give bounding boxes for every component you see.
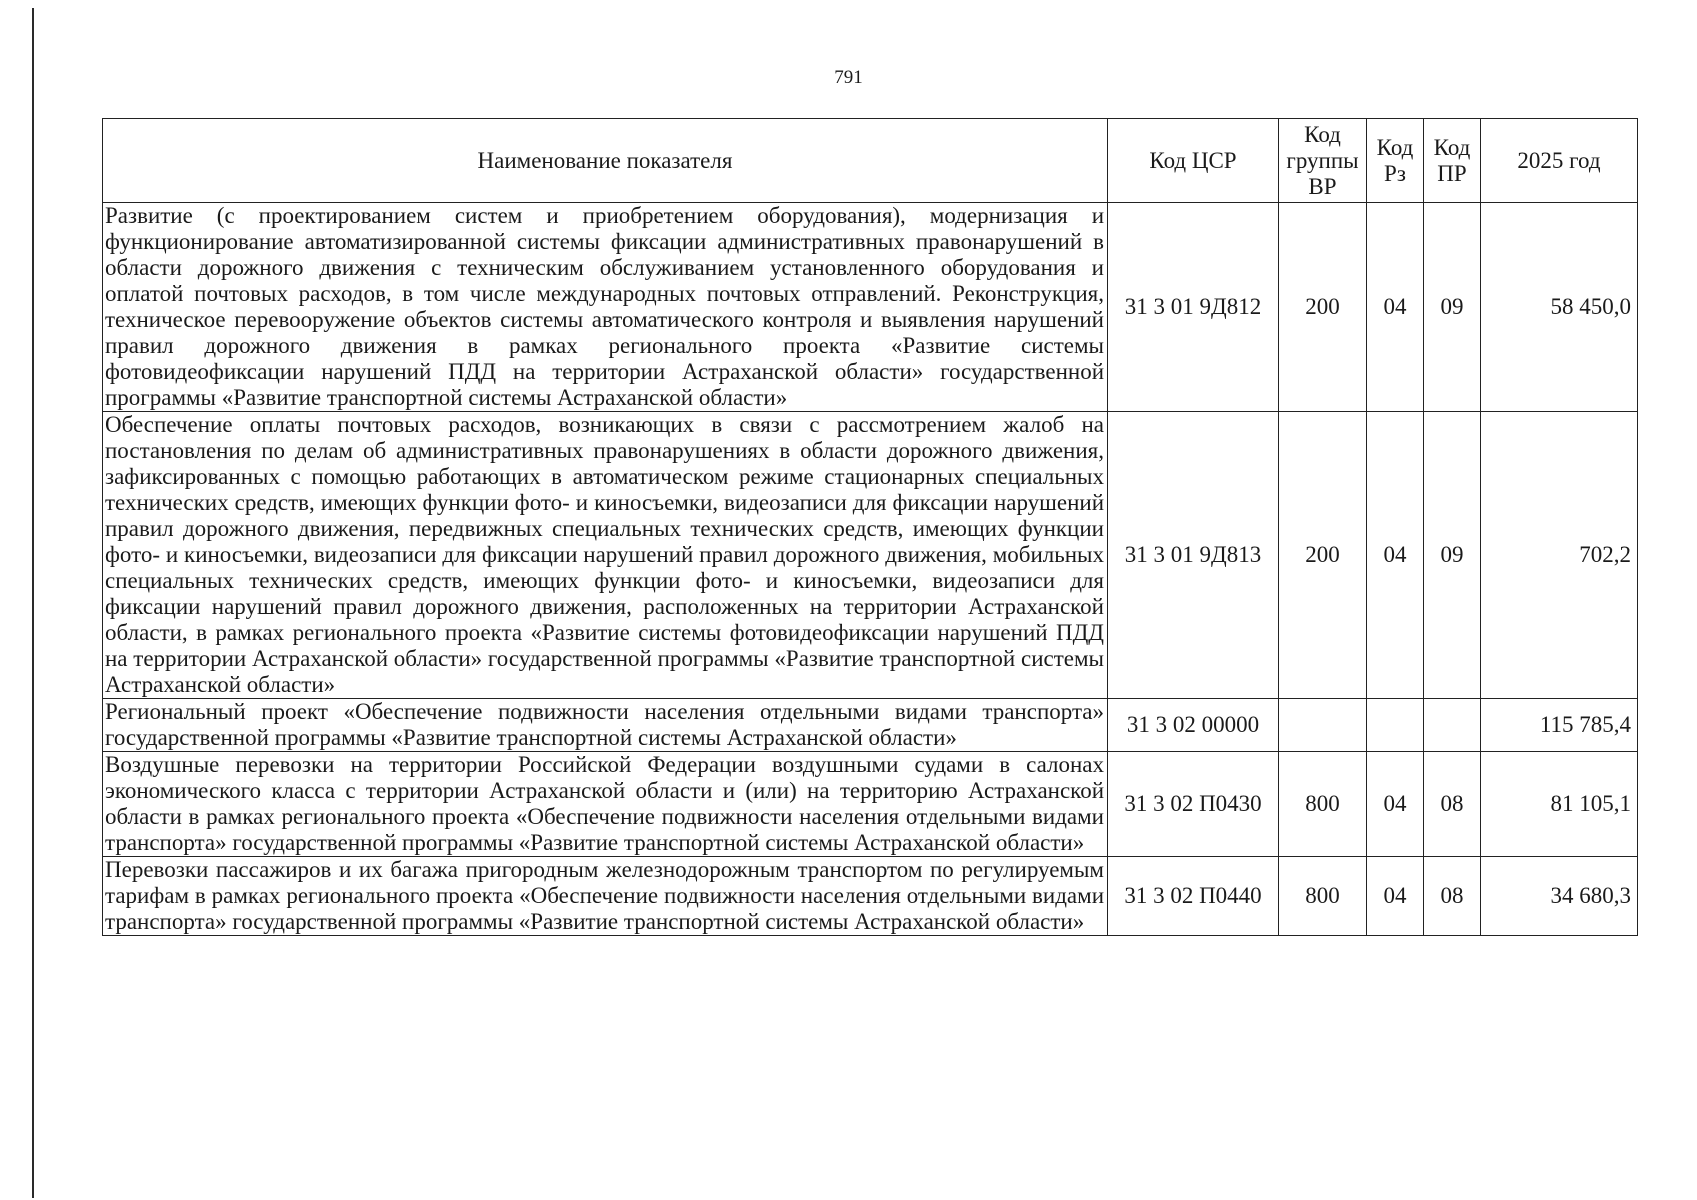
- row-rz-code: 04: [1367, 857, 1424, 936]
- table-row: [103, 699, 1638, 752]
- row-amount: 702,2: [1481, 412, 1638, 699]
- header-csr-code: Код ЦСР: [1108, 119, 1279, 203]
- row-name: Развитие (с проектированием систем и приобретением оборудования), модернизация и функционирование автоматизированной системы фиксации административных правонарушений в области дорожного движения с техническим обслуживанием установленного оборудования и оплатой почтовых расходов, в том числе международных почтовых отправлений. Реконструкция, техническое перевооружение объектов системы автоматического контроля и выявления нарушений правил дорожного движения в рамках регионального проекта «Развитие системы фотовидеофиксации нарушений ПДД на территории Астраханской области» государственной программы «Развитие транспортной системы Астраханской области»: [103, 203, 1108, 412]
- row-name: Воздушные перевозки на территории Российской Федерации воздушными судами в салонах экономического класса с территории Астраханской области и (или) на территорию Астраханской области в рамках регионального проекта «Обеспечение подвижности населения отдельными видами транспорта» государственной программы «Развитие транспортной системы Астраханской области»: [103, 752, 1108, 857]
- row-vr-code: [1279, 699, 1367, 752]
- scan-edge-line: [32, 8, 34, 1198]
- header-vr-code: Код группы ВР: [1279, 119, 1367, 203]
- row-name: Региональный проект «Обеспечение подвижности населения отдельными видами транспорта» государственной программы «Развитие транспортной системы Астраханской области»: [103, 699, 1108, 752]
- row-pr-code: 09: [1424, 412, 1481, 699]
- row-pr-code: 08: [1424, 752, 1481, 857]
- table-header-row: [103, 119, 1638, 203]
- header-year-2025: 2025 год: [1481, 119, 1638, 203]
- header-rz-code: Код Рз: [1367, 119, 1424, 203]
- row-pr-code: [1424, 699, 1481, 752]
- row-vr-code: 200: [1279, 412, 1367, 699]
- row-csr-code: 31 3 01 9Д813: [1108, 412, 1279, 699]
- row-amount: 58 450,0: [1481, 203, 1638, 412]
- page-number: 791: [834, 67, 863, 88]
- table-row: [103, 412, 1638, 699]
- table-row: [103, 752, 1638, 857]
- budget-table: [102, 118, 1638, 936]
- row-rz-code: [1367, 699, 1424, 752]
- row-rz-code: 04: [1367, 203, 1424, 412]
- row-csr-code: 31 3 01 9Д812: [1108, 203, 1279, 412]
- row-csr-code: 31 3 02 П0440: [1108, 857, 1279, 936]
- row-amount: 34 680,3: [1481, 857, 1638, 936]
- row-csr-code: 31 3 02 00000: [1108, 699, 1279, 752]
- row-rz-code: 04: [1367, 752, 1424, 857]
- row-name: Обеспечение оплаты почтовых расходов, возникающих в связи с рассмотрением жалоб на постановления по делам об административных правонарушениях в области дорожного движения, зафиксированных с помощью работающих в автоматическом режиме стационарных специальных технических средств, имеющих функции фото- и киносъемки, видеозаписи для фиксации нарушений правил дорожного движения, передвижных специальных технических средств, имеющих функции фото- и киносъемки, видеозаписи для фиксации нарушений правил дорожного движения, мобильных специальных технических средств, имеющих функции фото- и киносъемки, видеозаписи для фиксации нарушений правил дорожного движения, расположенных на территории Астраханской области, в рамках регионального проекта «Развитие системы фотовидеофиксации нарушений ПДД на территории Астраханской области» государственной программы «Развитие транспортной системы Астраханской области»: [103, 412, 1108, 699]
- row-name: Перевозки пассажиров и их багажа пригородным железнодорожным транспортом по регулируемым тарифам в рамках регионального проекта «Обеспечение подвижности населения отдельными видами транспорта» государственной программы «Развитие транспортной системы Астраханской области»: [103, 857, 1108, 936]
- row-vr-code: 200: [1279, 203, 1367, 412]
- row-pr-code: 08: [1424, 857, 1481, 936]
- row-amount: 115 785,4: [1481, 699, 1638, 752]
- table-row: [103, 857, 1638, 936]
- row-amount: 81 105,1: [1481, 752, 1638, 857]
- row-rz-code: 04: [1367, 412, 1424, 699]
- header-name: Наименование показателя: [103, 119, 1108, 203]
- row-vr-code: 800: [1279, 752, 1367, 857]
- row-vr-code: 800: [1279, 857, 1367, 936]
- row-csr-code: 31 3 02 П0430: [1108, 752, 1279, 857]
- row-pr-code: 09: [1424, 203, 1481, 412]
- header-pr-code: Код ПР: [1424, 119, 1481, 203]
- table-row: [103, 203, 1638, 412]
